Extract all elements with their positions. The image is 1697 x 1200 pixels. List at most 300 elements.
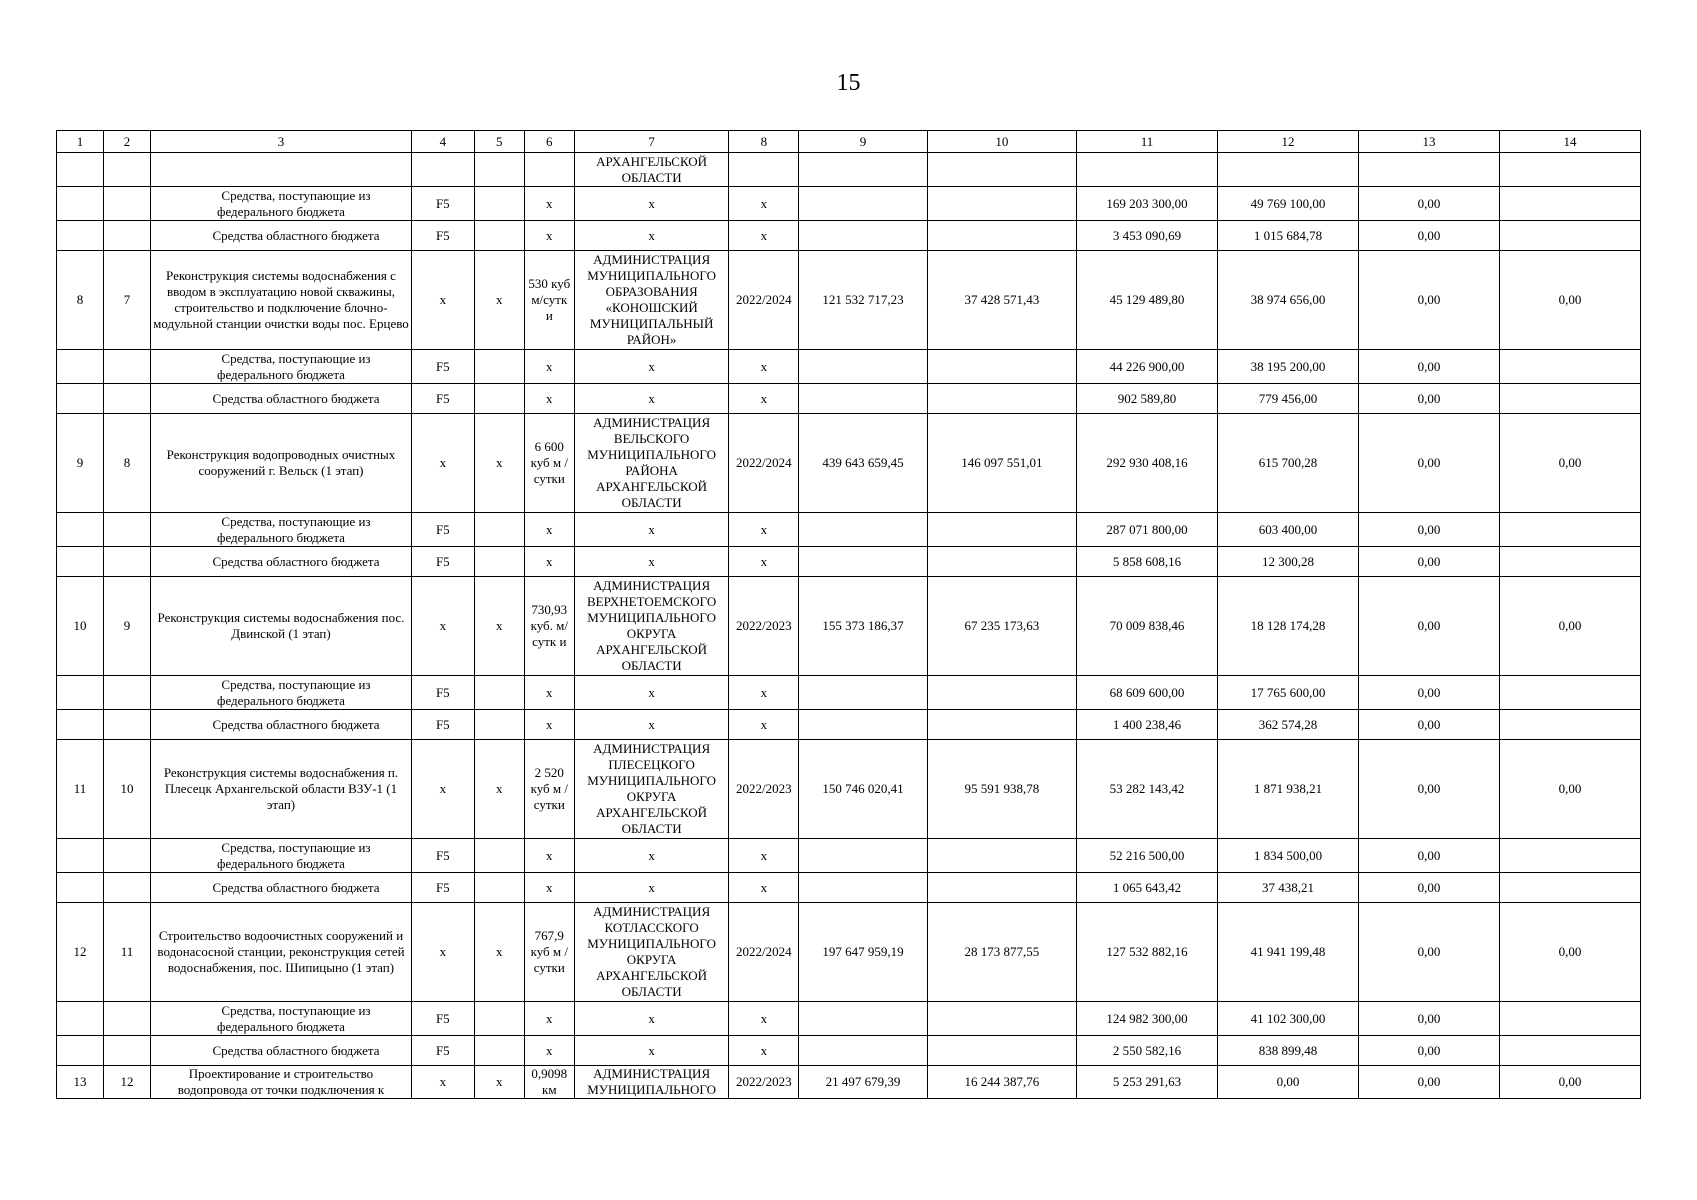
cell-c14 <box>1499 1036 1640 1066</box>
cell-c5 <box>474 710 524 740</box>
cell-c2 <box>103 710 150 740</box>
cell-c14: 0,00 <box>1499 414 1640 513</box>
cell <box>524 153 574 187</box>
cell-c12: 41 941 199,48 <box>1218 903 1359 1002</box>
cell-c9: 155 373 186,37 <box>799 577 927 676</box>
cell-c4: х <box>412 740 475 839</box>
cell-c7: х <box>574 676 729 710</box>
cell-c3 <box>150 384 411 414</box>
cell-c1 <box>57 1036 104 1066</box>
cell-c3 <box>150 676 411 710</box>
cell-c3 <box>150 221 411 251</box>
cell <box>474 153 524 187</box>
cell-c13: 0,00 <box>1358 251 1499 350</box>
cell-c1: 10 <box>57 577 104 676</box>
cell-c9 <box>799 221 927 251</box>
column-number-cell: 2 <box>103 131 150 153</box>
cell-c10 <box>927 350 1076 384</box>
regional-funds-row <box>57 384 1641 414</box>
cell-c3 <box>150 547 411 577</box>
cell-c2 <box>103 350 150 384</box>
cell-c6: х <box>524 513 574 547</box>
cell-c10 <box>927 873 1076 903</box>
cell-c8: х <box>729 513 799 547</box>
cell-c8: х <box>729 839 799 873</box>
cell-c5 <box>474 187 524 221</box>
cell-c14 <box>1499 221 1640 251</box>
cell-c5: х <box>474 577 524 676</box>
funding-source-label: Средства областного бюджета <box>212 716 380 732</box>
cell-c10: 16 244 387,76 <box>927 1066 1076 1099</box>
cell-c14 <box>1499 187 1640 221</box>
cell-c13: 0,00 <box>1358 414 1499 513</box>
federal-funds-row <box>57 839 1641 873</box>
project-row <box>57 577 1641 676</box>
cell-c10: 28 173 877,55 <box>927 903 1076 1002</box>
cell-c8: х <box>729 350 799 384</box>
cell-c2 <box>103 221 150 251</box>
cell-c3 <box>150 350 411 384</box>
cell <box>412 153 475 187</box>
column-number-cell: 6 <box>524 131 574 153</box>
cell <box>103 153 150 187</box>
cell-c7: х <box>574 384 729 414</box>
cell-c13: 0,00 <box>1358 1002 1499 1036</box>
cell-c4: х <box>412 1066 475 1099</box>
cell-c8: х <box>729 547 799 577</box>
cell-c14 <box>1499 873 1640 903</box>
cell-c10: 146 097 551,01 <box>927 414 1076 513</box>
cell-c5 <box>474 513 524 547</box>
cell-c2 <box>103 513 150 547</box>
regional-funds-row <box>57 1036 1641 1066</box>
cell-c10 <box>927 187 1076 221</box>
cell-c11: 2 550 582,16 <box>1077 1036 1218 1066</box>
cell-c13: 0,00 <box>1358 873 1499 903</box>
cell-c8: х <box>729 873 799 903</box>
cell-c11: 70 009 838,46 <box>1077 577 1218 676</box>
cell-c2 <box>103 873 150 903</box>
cell-c1 <box>57 350 104 384</box>
cell-c10 <box>927 384 1076 414</box>
cell-c3: Реконструкция системы водоснабжения пос. Двинской (1 этап) <box>150 577 411 676</box>
column-number-cell: 12 <box>1218 131 1359 153</box>
cell-c3 <box>150 710 411 740</box>
cell-c1 <box>57 513 104 547</box>
cell-c11: 68 609 600,00 <box>1077 676 1218 710</box>
page-number: 15 <box>836 70 861 96</box>
cell-c5 <box>474 221 524 251</box>
cell-c3 <box>150 187 411 221</box>
cell-c14: 0,00 <box>1499 740 1640 839</box>
cell-c13: 0,00 <box>1358 350 1499 384</box>
cell-c9: 439 643 659,45 <box>799 414 927 513</box>
cell-c13: 0,00 <box>1358 1036 1499 1066</box>
funding-source-label: Средства, поступающие из федерального бюджета <box>217 839 371 871</box>
cell-c13: 0,00 <box>1358 903 1499 1002</box>
column-number-row <box>57 131 1641 153</box>
cell-c11: 53 282 143,42 <box>1077 740 1218 839</box>
cell-c9: 197 647 959,19 <box>799 903 927 1002</box>
column-number-cell: 1 <box>57 131 104 153</box>
cell-c4: F5 <box>412 839 475 873</box>
funding-source-label: Средства областного бюджета <box>212 879 380 895</box>
project-row <box>57 740 1641 839</box>
column-number-cell: 4 <box>412 131 475 153</box>
column-number-cell: 5 <box>474 131 524 153</box>
cell-c2: 10 <box>103 740 150 839</box>
cell-c4: F5 <box>412 384 475 414</box>
cell-c11: 292 930 408,16 <box>1077 414 1218 513</box>
cell-c2: 7 <box>103 251 150 350</box>
cell-c6: х <box>524 676 574 710</box>
cell-c12: 49 769 100,00 <box>1218 187 1359 221</box>
cell-c1: 13 <box>57 1066 104 1099</box>
column-number-cell: 11 <box>1077 131 1218 153</box>
cell-c9 <box>799 513 927 547</box>
column-number-cell: 9 <box>799 131 927 153</box>
cell-c9 <box>799 873 927 903</box>
cell-c5: х <box>474 414 524 513</box>
cell-c4: F5 <box>412 710 475 740</box>
cell-c4: х <box>412 414 475 513</box>
cell-c2: 11 <box>103 903 150 1002</box>
cell-c7: х <box>574 513 729 547</box>
cell-c6: х <box>524 710 574 740</box>
cell-c11: 287 071 800,00 <box>1077 513 1218 547</box>
cell-c12: 1 015 684,78 <box>1218 221 1359 251</box>
cell-c8: 2022/2023 <box>729 1066 799 1099</box>
cell-c11: 52 216 500,00 <box>1077 839 1218 873</box>
cell-c5 <box>474 1002 524 1036</box>
cell-c4: F5 <box>412 187 475 221</box>
cell-c12: 838 899,48 <box>1218 1036 1359 1066</box>
cell-c10: 95 591 938,78 <box>927 740 1076 839</box>
cell-c14: 0,00 <box>1499 251 1640 350</box>
cell-c11: 902 589,80 <box>1077 384 1218 414</box>
cell-c7: АДМИНИСТРАЦИЯ КОТЛАССКОГО МУНИЦИПАЛЬНОГО ОКРУГА АРХАНГЕЛЬСКОЙ ОБЛАСТИ <box>574 903 729 1002</box>
cell-c8: 2022/2023 <box>729 740 799 839</box>
regional-funds-row <box>57 873 1641 903</box>
cell <box>150 153 411 187</box>
cell-c10 <box>927 513 1076 547</box>
cell-c14 <box>1499 839 1640 873</box>
funding-source-label: Средства, поступающие из федерального бюджета <box>217 1002 371 1034</box>
regional-funds-row <box>57 710 1641 740</box>
cell-c5 <box>474 676 524 710</box>
project-row <box>57 903 1641 1002</box>
cell-c6: 530 куб м/сутк и <box>524 251 574 350</box>
cell-c8: 2022/2024 <box>729 251 799 350</box>
cell-c3: Реконструкция системы водоснабжения с вводом в эксплуатацию новой скважины, строительство и подключение блочно-модульной станции очистки воды пос. Ерцево <box>150 251 411 350</box>
cell-c2 <box>103 839 150 873</box>
column-number-cell: 3 <box>150 131 411 153</box>
cell-c8: х <box>729 710 799 740</box>
cell-c12: 38 195 200,00 <box>1218 350 1359 384</box>
cell-c7: х <box>574 1036 729 1066</box>
cell-c1: 9 <box>57 414 104 513</box>
cell-c6: х <box>524 221 574 251</box>
cell <box>1499 153 1640 187</box>
cell-c7: АДМИНИСТРАЦИЯ МУНИЦИПАЛЬНОГО <box>574 1066 729 1099</box>
cell-c13: 0,00 <box>1358 221 1499 251</box>
cell-c9: 21 497 679,39 <box>799 1066 927 1099</box>
cell-c12: 1 871 938,21 <box>1218 740 1359 839</box>
cell-c6: х <box>524 350 574 384</box>
federal-funds-row <box>57 350 1641 384</box>
cell-c7: х <box>574 710 729 740</box>
cell-c11: 45 129 489,80 <box>1077 251 1218 350</box>
cell-c9 <box>799 547 927 577</box>
cell-c7: х <box>574 547 729 577</box>
cell-c6: х <box>524 1036 574 1066</box>
cell-c7: АДМИНИСТРАЦИЯ ВЕЛЬСКОГО МУНИЦИПАЛЬНОГО РАЙОНА АРХАНГЕЛЬСКОЙ ОБЛАСТИ <box>574 414 729 513</box>
cell-c2 <box>103 547 150 577</box>
cell-c12: 17 765 600,00 <box>1218 676 1359 710</box>
cell-c4: F5 <box>412 1002 475 1036</box>
cell-c9 <box>799 839 927 873</box>
cell-c1 <box>57 873 104 903</box>
cell-c1 <box>57 547 104 577</box>
cell-c14 <box>1499 547 1640 577</box>
column-number-cell: 8 <box>729 131 799 153</box>
cell-c8: х <box>729 676 799 710</box>
cell-c13: 0,00 <box>1358 513 1499 547</box>
cell <box>729 153 799 187</box>
cell-c13: 0,00 <box>1358 1066 1499 1099</box>
cell <box>1077 153 1218 187</box>
cell-c1 <box>57 710 104 740</box>
cell-c6: х <box>524 187 574 221</box>
project-row <box>57 414 1641 513</box>
cell-c13: 0,00 <box>1358 577 1499 676</box>
project-row <box>57 251 1641 350</box>
cell-c12: 1 834 500,00 <box>1218 839 1359 873</box>
funding-source-label: Средства, поступающие из федерального бюджета <box>217 350 371 382</box>
cell-c10 <box>927 710 1076 740</box>
cell-c1 <box>57 839 104 873</box>
cell-c14 <box>1499 710 1640 740</box>
cell-c8: х <box>729 1036 799 1066</box>
cell-c9: 150 746 020,41 <box>799 740 927 839</box>
cell-c5 <box>474 839 524 873</box>
cell-c5: х <box>474 903 524 1002</box>
cell-c3: Реконструкция водопроводных очистных сооружений г. Вельск (1 этап) <box>150 414 411 513</box>
budget-table <box>56 130 1641 1099</box>
cell-c13: 0,00 <box>1358 839 1499 873</box>
cell-c7: АДМИНИСТРАЦИЯ ВЕРХНЕТОЕМСКОГО МУНИЦИПАЛЬНОГО ОКРУГА АРХАНГЕЛЬСКОЙ ОБЛАСТИ <box>574 577 729 676</box>
cell-c12: 38 974 656,00 <box>1218 251 1359 350</box>
regional-funds-row <box>57 221 1641 251</box>
federal-funds-row <box>57 513 1641 547</box>
cell-c6: х <box>524 873 574 903</box>
funding-source-label: Средства областного бюджета <box>212 390 380 406</box>
cell-c4: F5 <box>412 873 475 903</box>
cell-c1 <box>57 221 104 251</box>
funding-source-label: Средства, поступающие из федерального бюджета <box>217 187 371 219</box>
cell-c6: 6 600 куб м / сутки <box>524 414 574 513</box>
cell-c2 <box>103 187 150 221</box>
cell-c2 <box>103 384 150 414</box>
project-row <box>57 1066 1641 1099</box>
cell <box>927 153 1076 187</box>
cell-c5 <box>474 384 524 414</box>
cell-c1 <box>57 384 104 414</box>
cell-c12: 615 700,28 <box>1218 414 1359 513</box>
cell-c10 <box>927 221 1076 251</box>
column-number-cell: 14 <box>1499 131 1640 153</box>
cell-c11: 124 982 300,00 <box>1077 1002 1218 1036</box>
cell-c13: 0,00 <box>1358 710 1499 740</box>
cell-c9 <box>799 1036 927 1066</box>
cell-c3 <box>150 513 411 547</box>
cell-c6: х <box>524 1002 574 1036</box>
cell-c6: 767,9 куб м / сутки <box>524 903 574 1002</box>
cell-c9 <box>799 710 927 740</box>
cell-c12: 603 400,00 <box>1218 513 1359 547</box>
cell-c13: 0,00 <box>1358 740 1499 839</box>
cell-c9 <box>799 187 927 221</box>
cell-c14 <box>1499 513 1640 547</box>
cell-c12: 12 300,28 <box>1218 547 1359 577</box>
cell-c12: 41 102 300,00 <box>1218 1002 1359 1036</box>
cell-c4: F5 <box>412 221 475 251</box>
cell-c8: х <box>729 384 799 414</box>
cell-c4: х <box>412 903 475 1002</box>
cell-c1 <box>57 1002 104 1036</box>
cell-c6: 2 520 куб м / сутки <box>524 740 574 839</box>
cell-c12: 18 128 174,28 <box>1218 577 1359 676</box>
cell-c13: 0,00 <box>1358 187 1499 221</box>
cell-c6: 0,9098 км <box>524 1066 574 1099</box>
table-body <box>57 131 1641 1099</box>
cell-c3 <box>150 1002 411 1036</box>
cell-c4: х <box>412 577 475 676</box>
cell-c1: 12 <box>57 903 104 1002</box>
cell-c3: Реконструкция системы водоснабжения п. Плесецк Архангельской области ВЗУ-1 (1 этап) <box>150 740 411 839</box>
cell-c7: АДМИНИСТРАЦИЯ ПЛЕСЕЦКОГО МУНИЦИПАЛЬНОГО ОКРУГА АРХАНГЕЛЬСКОЙ ОБЛАСТИ <box>574 740 729 839</box>
cell-c10 <box>927 839 1076 873</box>
cell-c3: Проектирование и строительство водопровода от точки подключения к <box>150 1066 411 1099</box>
column-number-cell: 10 <box>927 131 1076 153</box>
cell-c11: 1 400 238,46 <box>1077 710 1218 740</box>
cell-c9: 121 532 717,23 <box>799 251 927 350</box>
funding-source-label: Средства, поступающие из федерального бюджета <box>217 676 371 708</box>
cell-c12: 779 456,00 <box>1218 384 1359 414</box>
cell <box>799 153 927 187</box>
cell-c12: 0,00 <box>1218 1066 1359 1099</box>
funding-source-label: Средства областного бюджета <box>212 227 380 243</box>
column-number-cell: 7 <box>574 131 729 153</box>
cell-c5: х <box>474 1066 524 1099</box>
column-number-cell: 13 <box>1358 131 1499 153</box>
cell-c4: х <box>412 251 475 350</box>
cell-c3 <box>150 873 411 903</box>
cell-c5 <box>474 350 524 384</box>
cell-c14: 0,00 <box>1499 903 1640 1002</box>
cell <box>1358 153 1499 187</box>
cell-c2: 12 <box>103 1066 150 1099</box>
cell <box>1218 153 1359 187</box>
cell-c11: 44 226 900,00 <box>1077 350 1218 384</box>
cell-c11: 3 453 090,69 <box>1077 221 1218 251</box>
cell-c10 <box>927 676 1076 710</box>
cell-c10: 67 235 173,63 <box>927 577 1076 676</box>
cell-c1 <box>57 676 104 710</box>
federal-funds-row <box>57 187 1641 221</box>
cell-c13: 0,00 <box>1358 547 1499 577</box>
cell-c14: 0,00 <box>1499 1066 1640 1099</box>
cell <box>57 153 104 187</box>
funding-source-label: Средства областного бюджета <box>212 1042 380 1058</box>
cell-c5 <box>474 1036 524 1066</box>
cell-c6: х <box>524 547 574 577</box>
cell-c13: 0,00 <box>1358 384 1499 414</box>
cell-c2: 8 <box>103 414 150 513</box>
cell-c11: 1 065 643,42 <box>1077 873 1218 903</box>
cell-c14 <box>1499 1002 1640 1036</box>
cell-c2 <box>103 1036 150 1066</box>
cell-c1: 11 <box>57 740 104 839</box>
cell-c11: 5 253 291,63 <box>1077 1066 1218 1099</box>
funding-source-label: Средства областного бюджета <box>212 553 380 569</box>
cell-c5 <box>474 547 524 577</box>
cell-c8: 2022/2024 <box>729 903 799 1002</box>
cell-c10 <box>927 1036 1076 1066</box>
cell-c10 <box>927 1002 1076 1036</box>
executor-cell: АРХАНГЕЛЬСКОЙ ОБЛАСТИ <box>574 153 729 187</box>
cell-c4: F5 <box>412 513 475 547</box>
cell-c5 <box>474 873 524 903</box>
cell-c14 <box>1499 384 1640 414</box>
cell-c8: х <box>729 187 799 221</box>
cell-c5: х <box>474 251 524 350</box>
cell-c6: х <box>524 384 574 414</box>
cell-c8: 2022/2024 <box>729 414 799 513</box>
cell-c5: х <box>474 740 524 839</box>
cell-c4: F5 <box>412 676 475 710</box>
cell-c8: х <box>729 221 799 251</box>
cell-c1: 8 <box>57 251 104 350</box>
cell-c3 <box>150 1036 411 1066</box>
cell-c6: 730,93 куб. м/сутк и <box>524 577 574 676</box>
cell-c12: 362 574,28 <box>1218 710 1359 740</box>
cell-c11: 127 532 882,16 <box>1077 903 1218 1002</box>
cell-c4: F5 <box>412 1036 475 1066</box>
cell-c9 <box>799 350 927 384</box>
cell-c7: х <box>574 187 729 221</box>
table-row <box>57 153 1641 187</box>
cell-c10 <box>927 547 1076 577</box>
cell-c9 <box>799 1002 927 1036</box>
cell-c14 <box>1499 350 1640 384</box>
cell-c8: х <box>729 1002 799 1036</box>
federal-funds-row <box>57 1002 1641 1036</box>
cell-c1 <box>57 187 104 221</box>
cell-c7: АДМИНИСТРАЦИЯ МУНИЦИПАЛЬНОГО ОБРАЗОВАНИЯ «КОНОШСКИЙ МУНИЦИПАЛЬНЫЙ РАЙОН» <box>574 251 729 350</box>
cell-c2: 9 <box>103 577 150 676</box>
cell-c7: х <box>574 221 729 251</box>
cell-c4: F5 <box>412 547 475 577</box>
cell-c3 <box>150 839 411 873</box>
funding-source-label: Средства, поступающие из федерального бюджета <box>217 513 371 545</box>
cell-c4: F5 <box>412 350 475 384</box>
cell-c3: Строительство водоочистных сооружений и водонасосной станции, реконструкция сетей водоснабжения, пос. Шипицыно (1 этап) <box>150 903 411 1002</box>
federal-funds-row <box>57 676 1641 710</box>
cell-c12: 37 438,21 <box>1218 873 1359 903</box>
cell-c13: 0,00 <box>1358 676 1499 710</box>
cell-c7: х <box>574 1002 729 1036</box>
